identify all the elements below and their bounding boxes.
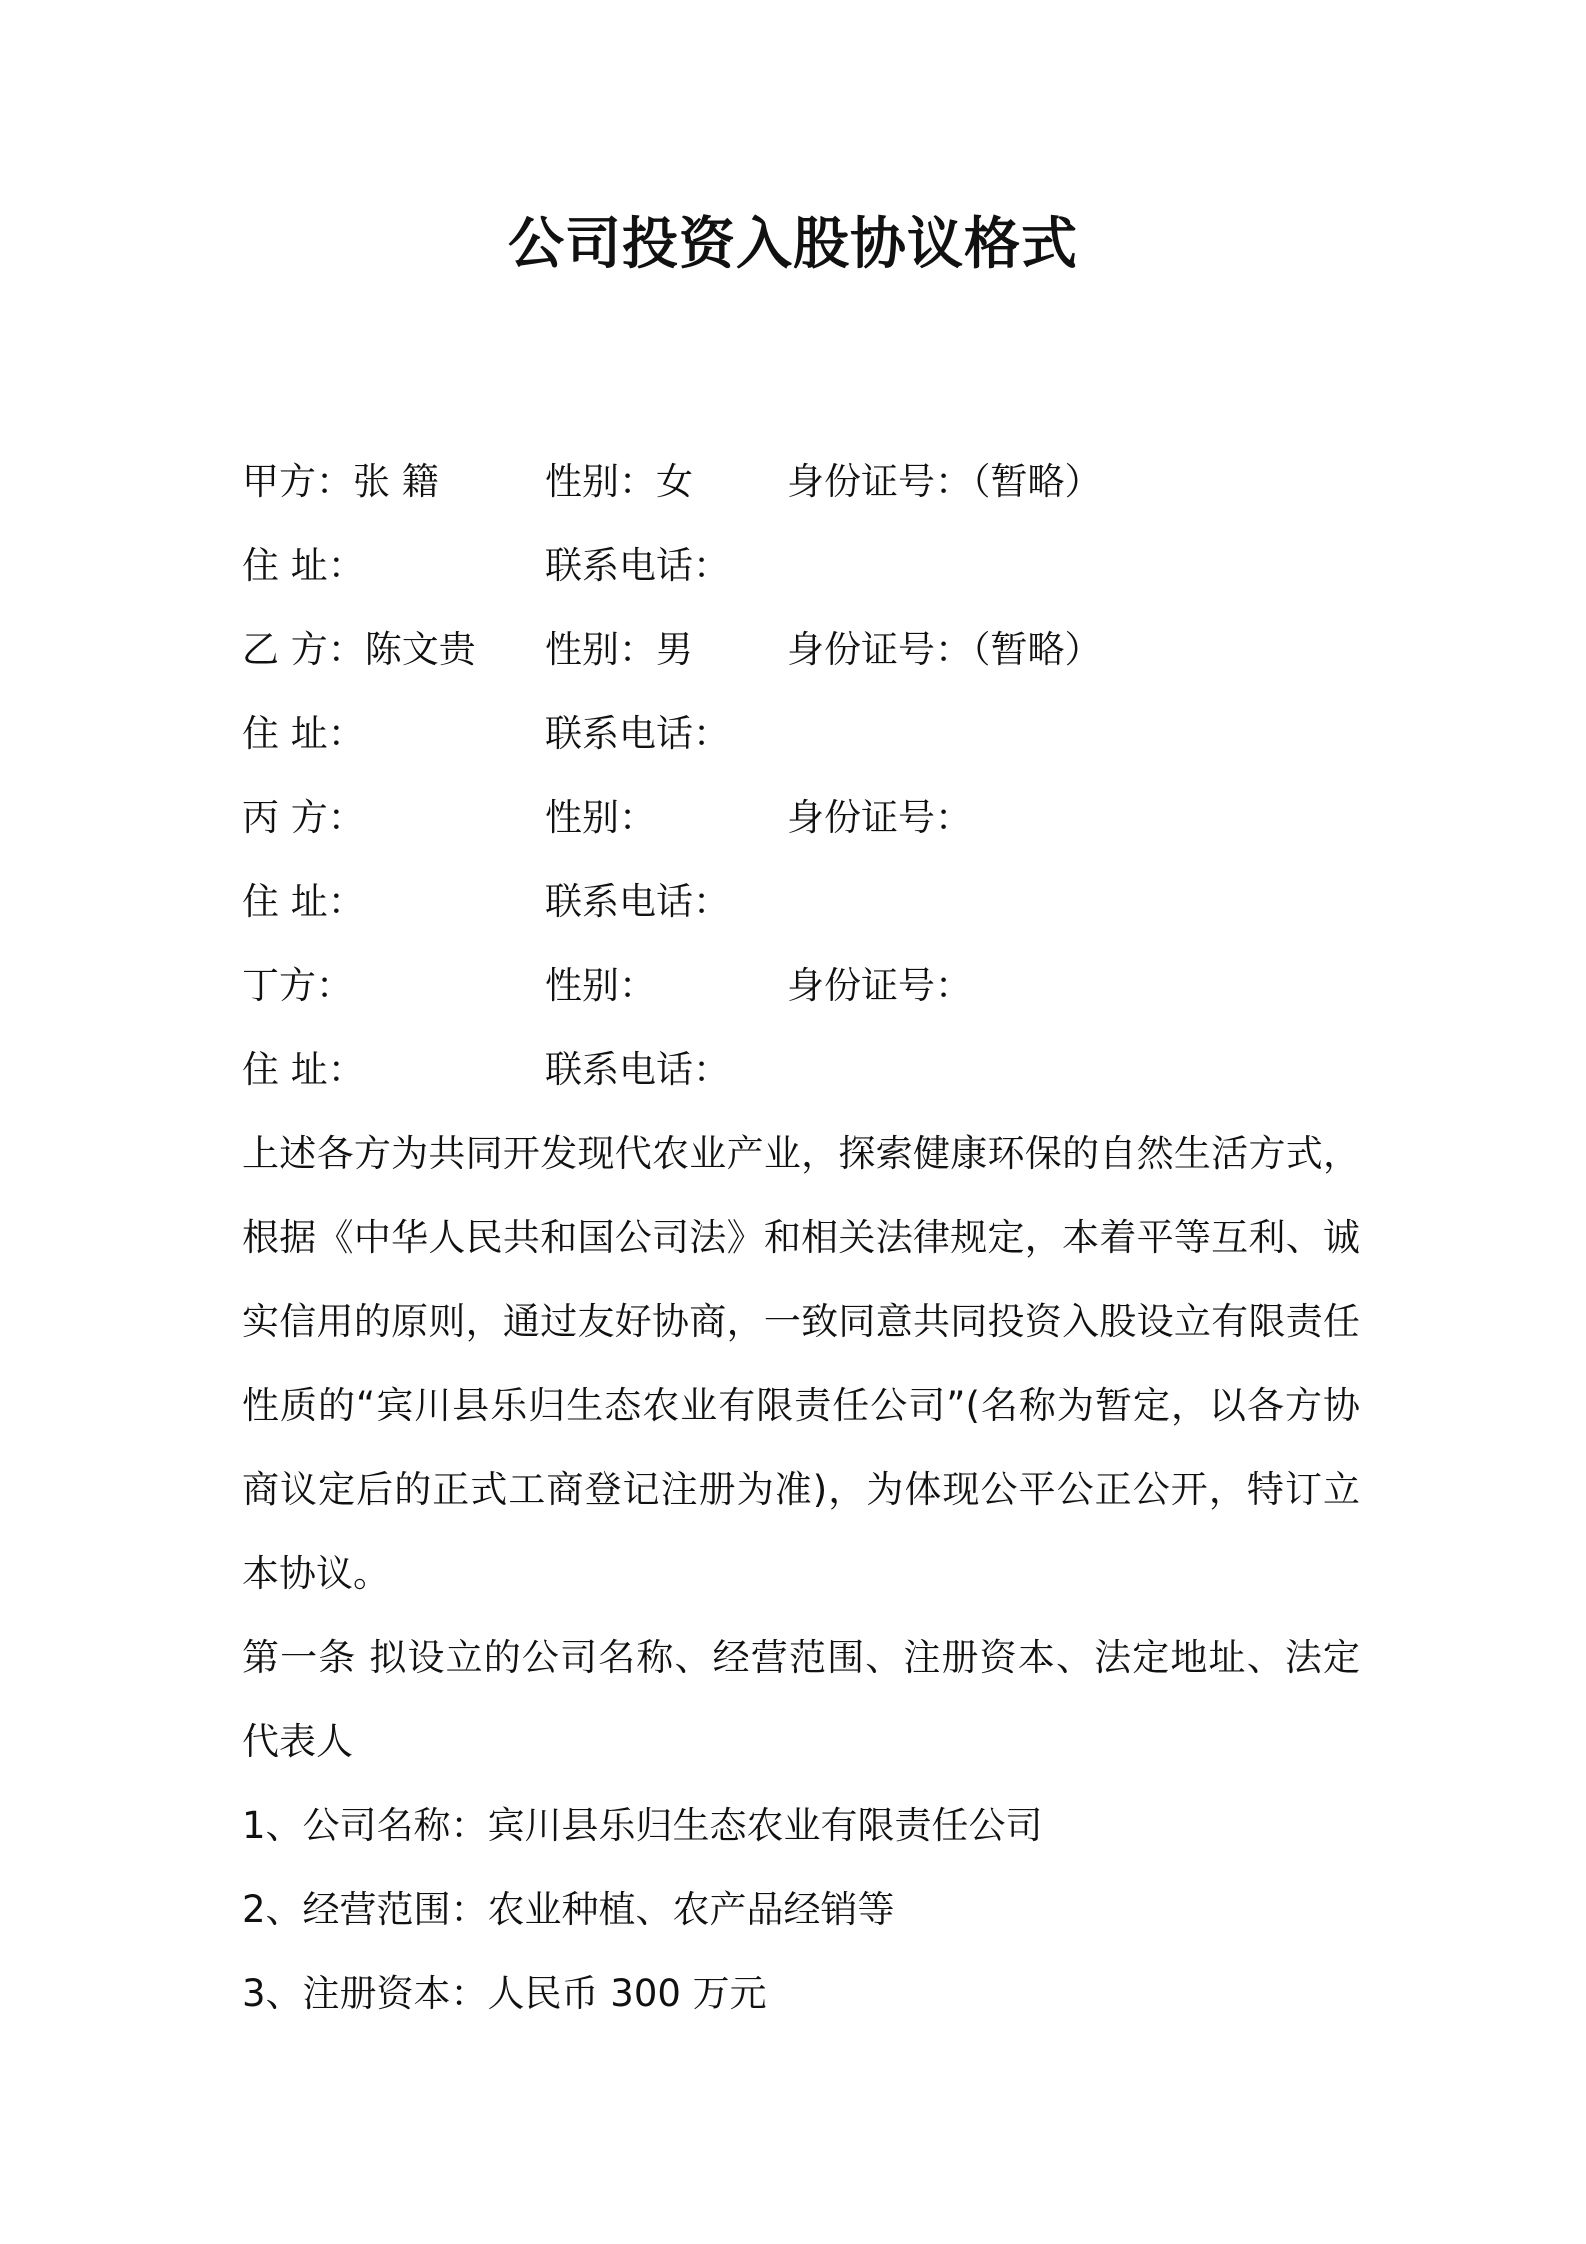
party-phone: 联系电话：	[545, 544, 730, 587]
party-address: 住 址：	[242, 544, 365, 587]
list-item-registered-capital: 3、注册资本：人民币 300 万元	[242, 1972, 767, 2015]
party-id: 身份证号：	[787, 796, 972, 839]
document-body	[242, 440, 1360, 2036]
party-name: 甲方：张 籍	[242, 460, 439, 503]
party-contact-row-bing	[242, 860, 1360, 944]
party-contact-row-jia	[242, 524, 1360, 608]
party-name: 丙 方：	[242, 796, 365, 839]
article-1-heading: 第一条 拟设立的公司名称、经营范围、注册资本、法定地址、法定代表人	[242, 1636, 1360, 1763]
party-name: 乙 方：陈文贵	[242, 628, 476, 671]
party-gender: 性别：男	[545, 628, 693, 671]
party-name: 丁方：	[242, 964, 353, 1007]
party-gender: 性别：	[545, 796, 656, 839]
party-id: 身份证号：（暂略）	[787, 460, 1102, 503]
party-id: 身份证号：	[787, 964, 972, 1007]
party-address: 住 址：	[242, 880, 365, 923]
party-gender: 性别：女	[545, 460, 693, 503]
list-item-company-name: 1、公司名称：宾川县乐归生态农业有限责任公司	[242, 1804, 1043, 1847]
party-row-jia	[242, 440, 1360, 524]
party-row-bing	[242, 776, 1360, 860]
party-row-ding	[242, 944, 1360, 1028]
party-gender: 性别：	[545, 964, 656, 1007]
party-address: 住 址：	[242, 712, 365, 755]
party-phone: 联系电话：	[545, 880, 730, 923]
party-contact-row-yi	[242, 692, 1360, 776]
party-id: 身份证号：（暂略）	[787, 628, 1102, 671]
party-row-yi	[242, 608, 1360, 692]
document-title: 公司投资入股协议格式	[508, 212, 1078, 277]
preamble-paragraph: 上述各方为共同开发现代农业产业，探索健康环保的自然生活方式，根据《中华人民共和国公司法》和相关法律规定，本着平等互利、诚实信用的原则，通过友好协商，一致同意共同投资入股设立有限责任性质的“宾川县乐归生态农业有限责任公司”(名称为暂定，以各方协商议定后的正式工商登记注册为准)，为体现公平公正公开，特订立本协议。	[242, 1132, 1360, 1595]
party-contact-row-ding	[242, 1028, 1360, 1112]
party-address: 住 址：	[242, 1048, 365, 1091]
party-phone: 联系电话：	[545, 1048, 730, 1091]
party-phone: 联系电话：	[545, 712, 730, 755]
list-item-business-scope: 2、经营范围：农业种植、农产品经销等	[242, 1888, 895, 1931]
